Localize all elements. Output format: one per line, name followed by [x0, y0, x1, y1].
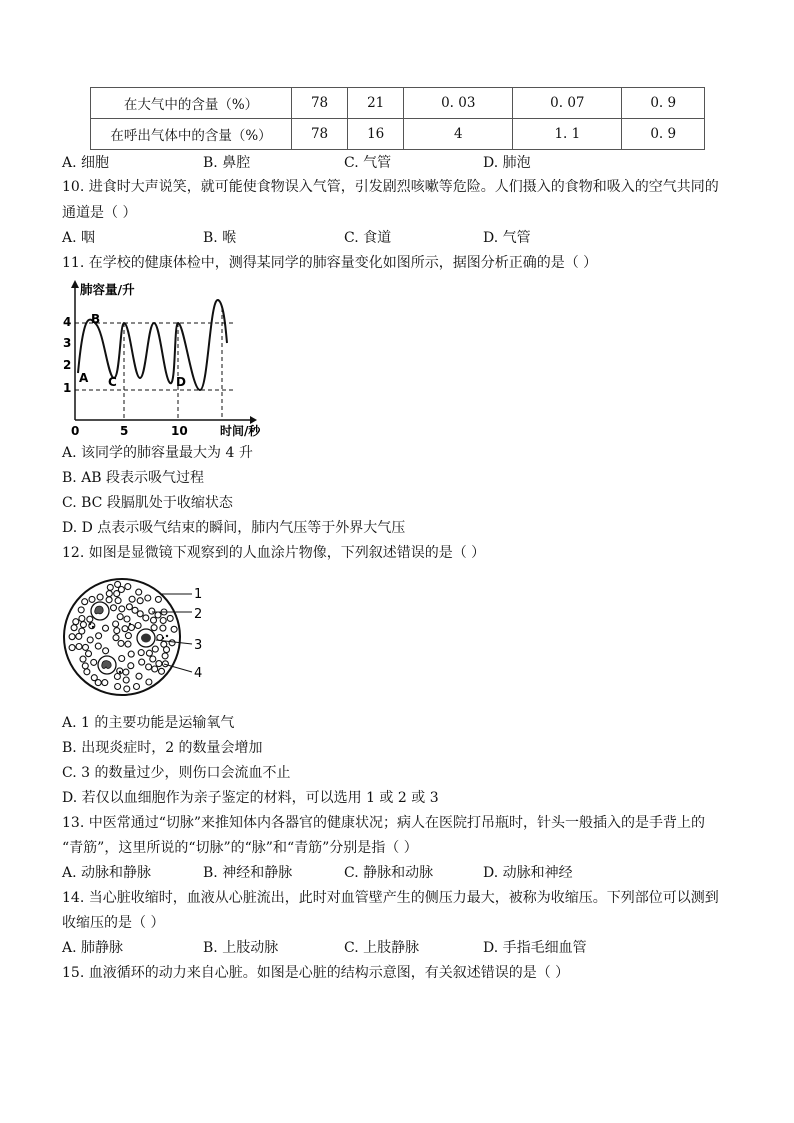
red-blood-cell — [69, 634, 75, 640]
red-blood-cell — [124, 686, 130, 692]
y-tick-3: 3 — [63, 336, 72, 350]
red-blood-cell — [145, 595, 151, 601]
table-cell: 0. 9 — [622, 88, 705, 119]
q12-option-d[interactable]: D. 若仅以血细胞作为亲子鉴定的材料，可以选用 1 或 2 或 3 — [62, 790, 439, 806]
red-blood-cell — [151, 625, 157, 631]
red-blood-cell — [103, 648, 109, 654]
red-blood-cell — [103, 625, 109, 631]
x-tick-10: 10 — [171, 424, 188, 438]
red-blood-cell — [167, 615, 173, 621]
red-blood-cell — [96, 633, 102, 639]
table-row — [91, 88, 705, 119]
red-blood-cell — [119, 606, 125, 612]
x-tick-5: 5 — [120, 424, 129, 438]
red-blood-cell — [128, 663, 134, 669]
point-a-label: A — [79, 371, 89, 385]
red-blood-cell — [115, 581, 121, 587]
point-b-label: B — [91, 312, 101, 326]
q11-stem: 11. 在学校的健康体检中，测得某同学的肺容量变化如图所示，据图分析正确的是（ ） — [62, 255, 598, 271]
red-blood-cell — [87, 616, 93, 622]
red-blood-cell — [171, 626, 177, 632]
red-blood-cell — [76, 644, 82, 650]
q10-stem-line1: 10. 进食时大声说笑，就可能使食物误入气管，引发剧烈咳嗽等危险。人们摄入的食物和吸入的空气共同的 — [62, 179, 719, 195]
red-blood-cell — [160, 625, 166, 631]
point-c-label: C — [108, 375, 117, 389]
label-4: 4 — [194, 666, 203, 681]
y-tick-2: 2 — [63, 358, 72, 372]
red-blood-cell — [113, 621, 119, 627]
red-blood-cell — [95, 643, 101, 649]
option-a[interactable]: A. 咽 — [62, 230, 96, 246]
red-blood-cell — [164, 647, 170, 653]
point-d-label: D — [176, 375, 186, 389]
y-tick-4: 4 — [63, 315, 72, 329]
table-cell: 0. 9 — [622, 119, 705, 150]
red-blood-cell — [136, 673, 142, 679]
red-blood-cell — [95, 680, 101, 686]
y-tick-1: 1 — [63, 381, 72, 395]
table-cell: 在大气中的含量（%） — [91, 88, 292, 119]
q14-stem-line1: 14. 当心脏收缩时，血液从心脏流出，此时对血管壁产生的侧压力最大，被称为收缩压。下列部位可以测到 — [62, 890, 719, 906]
q10-stem-line2: 通道是（ ） — [62, 205, 137, 221]
red-blood-cell — [119, 656, 125, 662]
red-blood-cell — [91, 659, 97, 665]
red-blood-cell — [114, 628, 120, 634]
red-blood-cell — [152, 666, 158, 672]
option-b[interactable]: B. 鼻腔 — [203, 155, 251, 171]
q12-option-a[interactable]: A. 1 的主要功能是运输氧气 — [62, 715, 235, 731]
red-blood-cell — [138, 650, 144, 656]
red-blood-cell — [113, 635, 119, 641]
red-blood-cell — [125, 633, 131, 639]
red-blood-cell — [126, 604, 132, 610]
red-blood-cell — [169, 640, 175, 646]
option-c[interactable]: C. 食道 — [344, 230, 392, 246]
option-d[interactable]: D. 肺泡 — [483, 155, 531, 171]
red-blood-cell — [135, 623, 141, 629]
red-blood-cell — [76, 633, 82, 639]
red-blood-cell — [89, 596, 95, 602]
q11-option-c[interactable]: C. BC 段膈肌处于收缩状态 — [62, 495, 233, 511]
red-blood-cell — [71, 625, 77, 631]
red-blood-cell — [80, 622, 86, 628]
red-blood-cell — [106, 597, 112, 603]
red-blood-cell — [79, 616, 85, 622]
red-blood-cell — [86, 651, 92, 657]
red-blood-cell — [146, 679, 152, 685]
x-tick-0: 0 — [71, 424, 80, 438]
q14-stem-line2: 收缩压的是（ ） — [62, 915, 165, 931]
red-blood-cell — [156, 661, 162, 667]
lung-volume-curve — [78, 300, 227, 390]
red-blood-cell — [97, 594, 103, 600]
blood-smear-figure — [60, 572, 220, 704]
red-blood-cell — [115, 684, 121, 690]
red-blood-cell — [78, 607, 84, 613]
option-b[interactable]: B. 上肢动脉 — [203, 940, 279, 956]
q13-stem-line2: “青筋”，这里所说的“切脉”的“脉”和“青筋”分别是指（ ） — [62, 840, 418, 856]
red-blood-cell — [160, 618, 166, 624]
q11-option-b[interactable]: B. AB 段表示吸气过程 — [62, 470, 205, 486]
table-cell: 4 — [404, 119, 513, 150]
table-cell: 0. 07 — [513, 88, 622, 119]
white-blood-cell — [98, 656, 116, 674]
red-blood-cell — [137, 598, 143, 604]
gas-content-table — [90, 87, 705, 150]
option-b[interactable]: B. 喉 — [203, 230, 237, 246]
red-blood-cell — [84, 669, 90, 675]
table-cell: 1. 1 — [513, 119, 622, 150]
red-blood-cell — [134, 684, 140, 690]
table-cell: 78 — [292, 88, 348, 119]
y-axis-arrow — [71, 280, 79, 288]
red-blood-cell — [157, 635, 163, 641]
option-a[interactable]: A. 动脉和静脉 — [62, 865, 152, 881]
x-axis-arrow — [250, 416, 257, 424]
q15-stem: 15. 血液循环的动力来自心脏。如图是心脏的结构示意图，有关叙述错误的是（ ） — [62, 965, 570, 981]
option-c[interactable]: C. 气管 — [344, 155, 392, 171]
red-blood-cell — [149, 608, 155, 614]
red-blood-cell — [69, 645, 75, 651]
option-d[interactable]: D. 手指毛细血管 — [483, 940, 587, 956]
red-blood-cell — [146, 664, 152, 670]
red-blood-cell — [125, 584, 131, 590]
q12-stem: 12. 如图是显微镜下观察到的人血涂片物像，下列叙述错误的是（ ） — [62, 545, 486, 561]
table-row — [91, 119, 705, 150]
red-blood-cell — [117, 614, 123, 620]
label-2: 2 — [194, 607, 203, 622]
red-blood-cell — [80, 656, 86, 662]
q12-option-b[interactable]: B. 出现炎症时，2 的数量会增加 — [62, 740, 263, 756]
red-blood-cell — [129, 625, 135, 631]
lung-volume-graph — [60, 278, 260, 438]
q11-option-a[interactable]: A. 该同学的肺容量最大为 4 升 — [62, 445, 253, 461]
red-blood-cell — [122, 626, 128, 632]
white-blood-cell — [91, 602, 109, 620]
red-blood-cell — [102, 680, 108, 686]
red-blood-cell — [132, 607, 138, 613]
red-blood-cell — [87, 637, 93, 643]
red-blood-cell — [106, 591, 112, 597]
table-cell: 78 — [292, 119, 348, 150]
red-blood-cell — [152, 646, 158, 652]
option-b[interactable]: B. 神经和静脉 — [203, 865, 293, 881]
y-axis-label: 肺容量/升 — [80, 282, 135, 297]
red-blood-cell — [150, 656, 156, 662]
q11-option-d[interactable]: D. D 点表示吸气结束的瞬间，肺内气压等于外界大气压 — [62, 520, 406, 536]
red-blood-cell — [124, 616, 130, 622]
red-blood-cell — [83, 644, 89, 650]
red-blood-cell — [162, 661, 168, 667]
red-blood-cell — [162, 653, 168, 659]
label-1: 1 — [194, 587, 203, 602]
red-blood-cell — [123, 669, 129, 675]
option-a[interactable]: A. 细胞 — [62, 155, 110, 171]
red-blood-cell — [159, 668, 165, 674]
red-blood-cell — [143, 615, 149, 621]
red-blood-cell — [123, 677, 129, 683]
white-blood-cell — [137, 629, 155, 647]
table-cell: 在呼出气体中的含量（%） — [91, 119, 292, 150]
option-c[interactable]: C. 上肢静脉 — [344, 940, 420, 956]
red-blood-cell — [146, 650, 152, 656]
red-blood-cell — [107, 584, 113, 590]
option-a[interactable]: A. 肺静脉 — [62, 940, 124, 956]
option-c[interactable]: C. 静脉和动脉 — [344, 865, 434, 881]
table-cell: 16 — [348, 119, 404, 150]
red-blood-cell — [128, 651, 134, 657]
red-blood-cell — [139, 659, 145, 665]
red-blood-cell — [125, 641, 131, 647]
red-blood-cell — [73, 619, 79, 625]
red-blood-cell — [115, 598, 121, 604]
x-axis-label: 时间/秒 — [220, 424, 260, 438]
red-blood-cell — [118, 640, 124, 646]
red-blood-cell — [136, 589, 142, 595]
table-cell: 21 — [348, 88, 404, 119]
q13-stem-line1: 13. 中医常通过“切脉”来推知体内各器官的健康状况；病人在医院打吊瓶时，针头一般插入的是手背上的 — [62, 815, 706, 831]
q12-option-c[interactable]: C. 3 的数量过少，则伤口会流血不止 — [62, 765, 291, 781]
red-blood-cell — [111, 605, 117, 611]
option-d[interactable]: D. 动脉和神经 — [483, 865, 573, 881]
red-blood-cell — [151, 617, 157, 623]
red-blood-cell — [155, 596, 161, 602]
red-blood-cell — [155, 612, 161, 618]
red-blood-cell — [82, 663, 88, 669]
table-cell: 0. 03 — [404, 88, 513, 119]
red-blood-cell — [82, 599, 88, 605]
red-blood-cell — [129, 596, 135, 602]
option-d[interactable]: D. 气管 — [483, 230, 531, 246]
label-3: 3 — [194, 638, 203, 653]
